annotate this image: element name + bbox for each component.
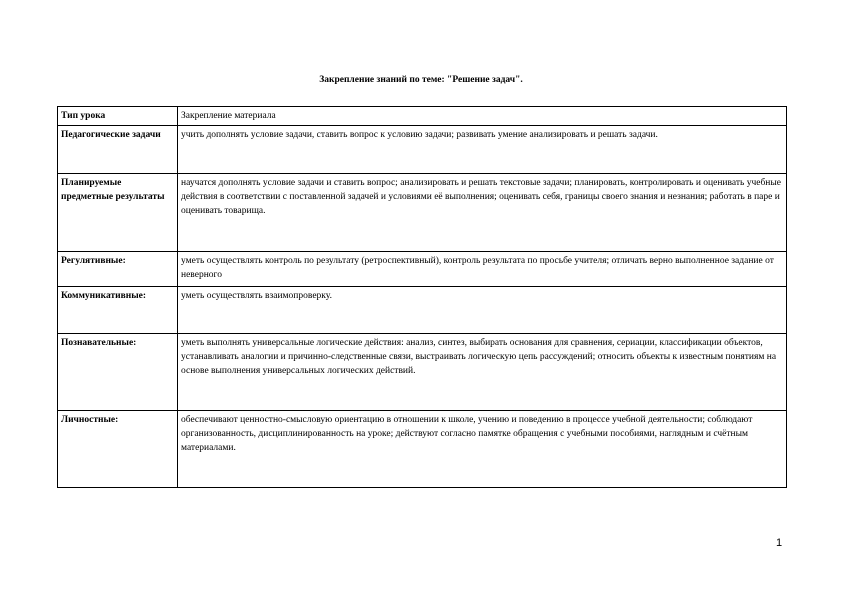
table-row: [58, 411, 787, 488]
table-row: [58, 174, 787, 252]
table-row: [58, 107, 787, 126]
row-label-lesson-type: Тип урока: [58, 107, 178, 126]
row-label-planned-results: Планируемые предметные результаты: [58, 174, 178, 252]
row-label-personal: Личностные:: [58, 411, 178, 488]
row-value-personal: обеспечивают ценностно-смысловую ориентацию в отношении к школе, учению и поведению в процессе учебной деятельности; соблюдают организованность, дисциплинированность на уроке; действуют согласно памятке обращения с учебными пособиями, наглядным и счётным материалами.: [178, 411, 787, 488]
row-value-regulatory: уметь осуществлять контроль по результату (ретроспективный), контроль результата по просьбе учителя; отличать верно выполненное задание от неверного: [178, 252, 787, 287]
table-row: [58, 126, 787, 174]
document-title: Закрепление знаний по теме: "Решение задач".: [319, 75, 523, 85]
page-number: 1: [776, 537, 783, 549]
row-value-lesson-type: Закрепление материала: [178, 107, 787, 126]
row-label-communicative: Коммуникативные:: [58, 287, 178, 334]
row-value-pedagogical-tasks: учить дополнять условие задачи, ставить вопрос к условию задачи; развивать умение анализировать и решать задачи.: [178, 126, 787, 174]
row-label-cognitive: Познавательные:: [58, 334, 178, 411]
row-value-planned-results: научатся дополнять условие задачи и ставить вопрос; анализировать и решать текстовые задачи; планировать, контролировать и оценивать учебные действия в соответствии с поставленной задачей и условиями её выполнения; оценивать себя, границы своего знания и незнания; работать в паре и оценивать товарища.: [178, 174, 787, 252]
row-value-cognitive: уметь выполнять универсальные логические действия: анализ, синтез, выбирать основания для сравнения, сериации, классификации объектов, устанавливать аналогии и причинно-следственные связи, выстраивать логическую цепь рассуждений; относить объекты к известным понятиям на основе выполнения универсальных логических действий.: [178, 334, 787, 411]
row-label-regulatory: Регулятивные:: [58, 252, 178, 287]
table-row: [58, 287, 787, 334]
table-row: [58, 334, 787, 411]
lesson-table: [57, 106, 787, 488]
table-row: [58, 252, 787, 287]
row-value-communicative: уметь осуществлять взаимопроверку.: [178, 287, 787, 334]
row-label-pedagogical-tasks: Педагогические задачи: [58, 126, 178, 174]
